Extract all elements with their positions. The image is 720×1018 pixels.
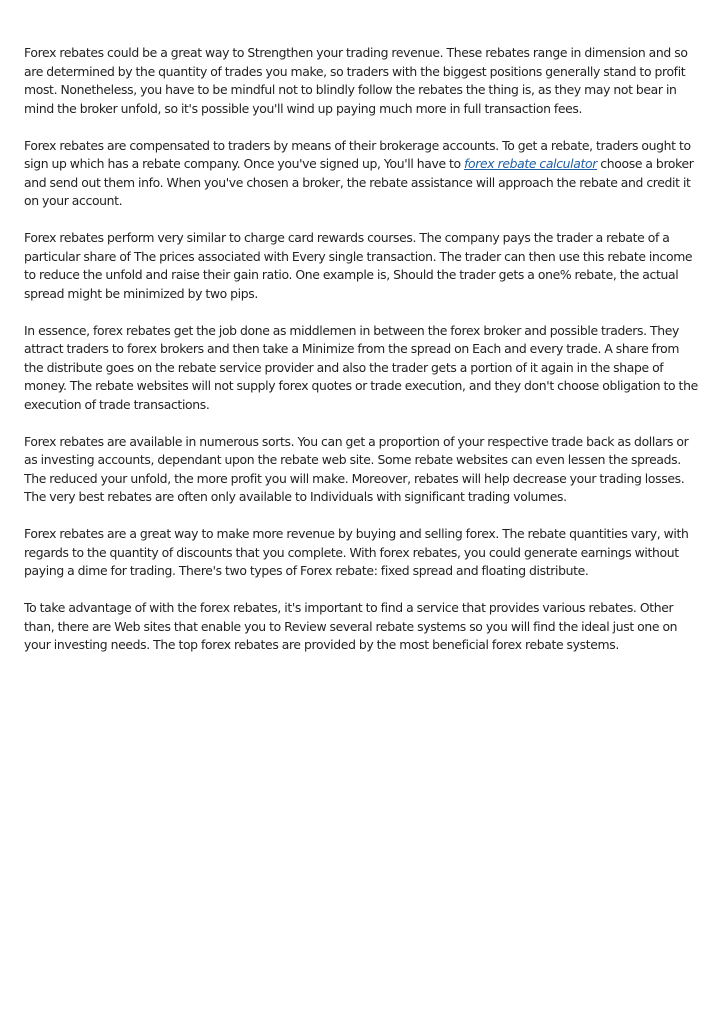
paragraph-2-text-after: choose a broker and send out them info. When you've chosen a broker, the rebate assistance will approach the rebate and credit it on your account.	[24, 156, 694, 208]
forex-rebate-calculator-link[interactable]: forex rebate calculator	[464, 156, 598, 171]
paragraph-2	[24, 137, 700, 211]
paragraph-4: In essence, forex rebates get the job done as middlemen in between the forex broker and possible traders. They attract traders to forex brokers and then take a Minimize from the spread on Each and every trade. A share from the distribute goes on the rebate service provider and also the trader gets a portion of it again in the shape of money. The rebate websites will not supply forex quotes or trade execution, and they don't choose obligation to the execution of trade transactions.	[24, 322, 698, 412]
paragraph-2-text-before: Forex rebates are compensated to traders by means of their brokerage accounts. To get a rebate, traders ought to sign up which has a rebate company. Once you've signed up, You'll have to	[24, 137, 691, 171]
paragraph-1: Forex rebates could be a great way to Strengthen your trading revenue. These rebates range in dimension and so are determined by the quantity of trades you make, so traders with the biggest positions generally stand to profit most. Nonetheless, you have to be mindful not to blindly follow the rebates the thing is, as they may not bear in mind the broker unfold, so it's possible you'll wind up paying much more in full transaction fees.	[24, 45, 688, 116]
article-body	[24, 44, 700, 673]
paragraph-3: Forex rebates perform very similar to charge card rewards courses. The company pays the trader a rebate of a particular share of The prices associated with Every single transaction. The trader can then use this rebate income to reduce the unfold and raise their gain ratio. One example is, Should the trader gets a one% rebate, the actual spread might be minimized by two pips.	[24, 230, 693, 301]
paragraph-5: Forex rebates are available in numerous sorts. You can get a proportion of your respective trade back as dollars or as investing accounts, dependant upon the rebate web site. Some rebate websites can even lessen the spreads. The reduced your unfold, the more profit you will make. Moreover, rebates will help decrease your trading losses. The very best rebates are often only available to Individuals with significant trading volumes.	[24, 433, 689, 504]
paragraph-7: To take advantage of with the forex rebates, it's important to find a service that provides various rebates. Other than, there are Web sites that enable you to Review several rebate systems so you will find the ideal just one on your investing needs. The top forex rebates are provided by the most beneficial forex rebate systems.	[24, 600, 678, 652]
paragraph-6: Forex rebates are a great way to make more revenue by buying and selling forex. The rebate quantities vary, with regards to the quantity of discounts that you complete. With forex rebates, you could generate earnings without paying a dime for trading. There's two types of Forex rebate: fixed spread and floating distribute.	[24, 526, 689, 578]
